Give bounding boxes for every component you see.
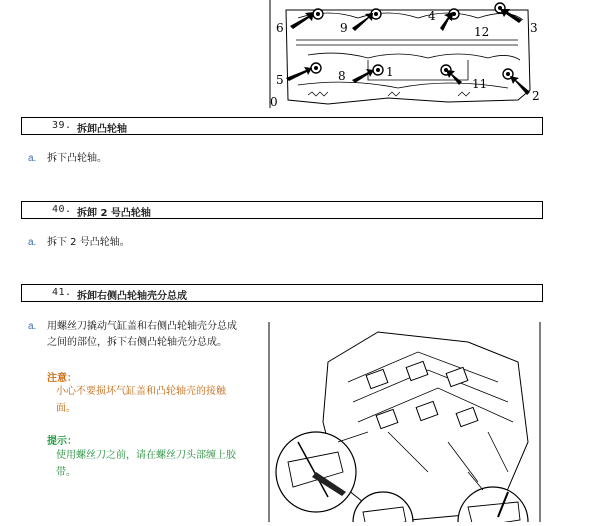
- callout-1: 1: [386, 65, 394, 79]
- section-39-header: [21, 117, 543, 135]
- section-number: 41.: [52, 287, 72, 298]
- callout-11: 11: [472, 77, 488, 91]
- step-text: 拆下 2 号凸轮轴。: [47, 237, 130, 248]
- camshaft-housing-removal-figure: [268, 322, 543, 522]
- step-marker: a.: [28, 237, 37, 248]
- callout-2: 2: [532, 89, 540, 103]
- step-text-line-1: 用螺丝刀撬动气缸盖和右侧凸轮轴壳分总成: [47, 321, 237, 332]
- callout-0: 0: [270, 95, 278, 109]
- hint-label: 提示：: [47, 436, 77, 447]
- callout-5: 5: [276, 73, 284, 87]
- callout-9: 9: [340, 21, 348, 35]
- callout-12: 12: [474, 25, 490, 39]
- step-marker: a.: [28, 153, 37, 164]
- section-title: 拆卸凸轮轴: [77, 124, 127, 135]
- step-text: 拆下凸轮轴。: [47, 153, 107, 164]
- callout-3: 3: [530, 21, 538, 35]
- note-text-line-2: 面。: [56, 403, 76, 414]
- hint-text-line-1: 使用螺丝刀之前，请在螺丝刀头部缠上胶: [56, 450, 236, 461]
- note-label: 注意：: [47, 373, 77, 384]
- section-title: 拆卸右侧凸轮轴壳分总成: [77, 291, 187, 302]
- step-text-line-2: 之间的部位，拆下右侧凸轮轴壳分总成。: [47, 337, 227, 348]
- hint-text-line-2: 带。: [56, 467, 76, 478]
- section-41-header: [21, 284, 543, 302]
- step-marker: a.: [28, 321, 37, 332]
- note-text-line-1: 小心不要损坏气缸盖和凸轮轴壳的接触: [56, 386, 226, 397]
- callout-8: 8: [338, 69, 346, 83]
- engine-illustration: [268, 322, 543, 522]
- section-number: 39.: [52, 120, 72, 131]
- camshaft-bolt-sequence-figure: [268, 0, 544, 110]
- section-number: 40.: [52, 204, 72, 215]
- callout-6: 6: [276, 21, 284, 35]
- camshaft-diagram: [268, 0, 544, 110]
- section-title: 拆卸 2 号凸轮轴: [77, 208, 151, 219]
- callout-4: 4: [428, 9, 436, 23]
- section-40-header: [21, 201, 543, 219]
